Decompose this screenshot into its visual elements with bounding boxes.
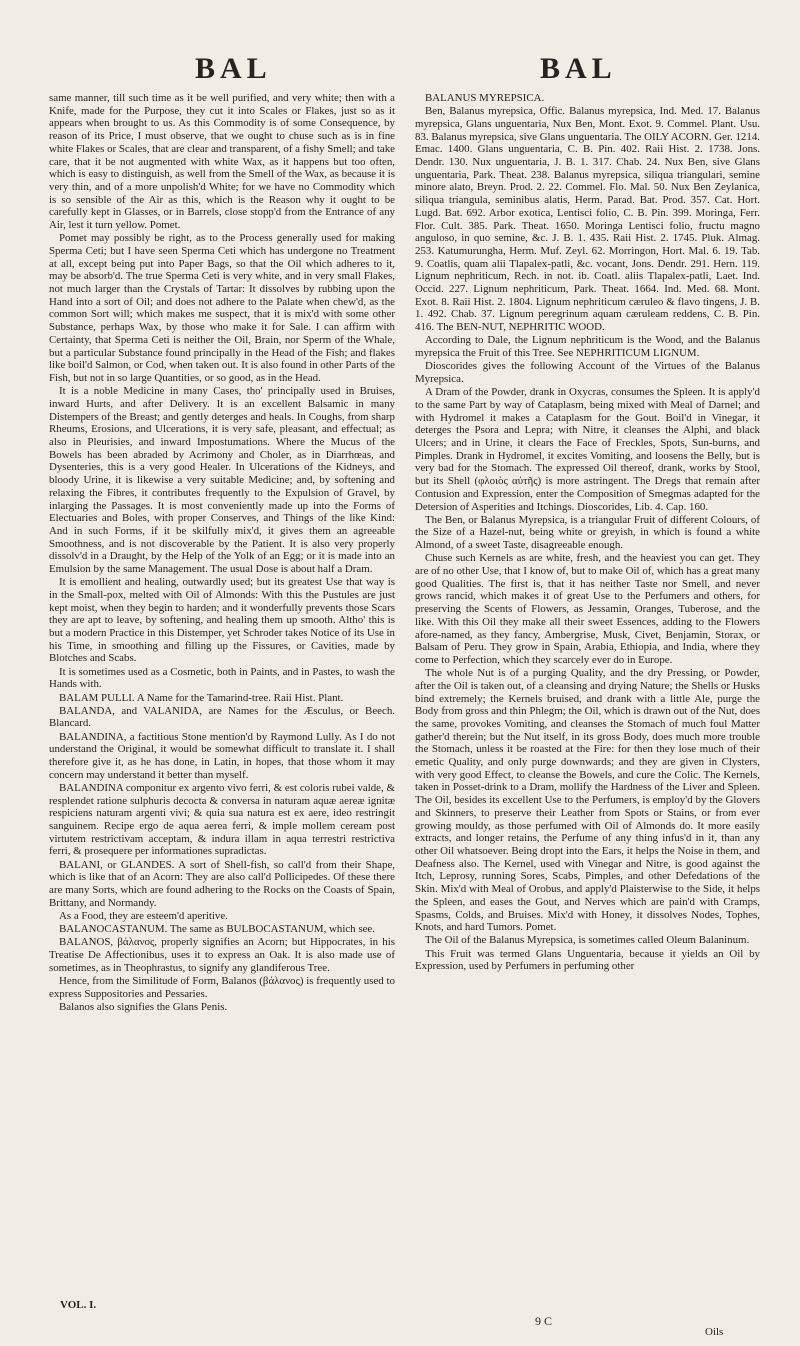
paragraph: It is a noble Medicine in many Cases, tho' principally used in Bruises, inward Hurts, and after Delivery. It is an excellent Balsamic in many Distempers of the Breast; and gently deterges and heals. In Coughs, from sharp Rheums, Erosions, and Ulcerations, it is very safe, pleasant, and effectual; as also in Pleurisies, and inward Impostumations. Where the Mucus of the Bowels has been abraded by Acrimony and Choler, as in Diarrhœas, and Dysenteries, this is a very good Healer. In Ulcerations of the Kidneys, and bloody Urine, it is likewise a very suitable Medicine; and, by softening and relaxing the Fibres, it contributes frequently to the Expulsion of Gravel, by inlarging the Passages. It is most conveniently made up into the Forms of Electuaries and Boles, with proper Conserves, and Things of the like Kind: And in such Forms, if it be skilfully mix'd, it gives them an agreeable Smoothness, and is not discoverable by the Patient. It is also very properly dissolv'd in a Draught, by the Help of the Yolk of an Egg; or it is made into an Emulsion by the same Management. The usual Dose is about half a Dram. xyxy=(49,385,395,576)
volume-label: VOL. I. xyxy=(60,1299,97,1311)
paragraph: same manner, till such time as it be well purified, and very white; then with a Knife, made for the Purpose, they cut it into Scales or Flakes, just so as it appears when brought to us. As this Commodity is of some Consequence, by reason of its Price, I must observe, that we ought to chuse such as is in fine white Flakes or Scales, that are clear and transparent, of a fishy Smell; and take care, that it be not augmented with white Wax, as it happens but too often, which is easy to distinguish, as well from the Smell of the Wax, as because it is very thin, and of a more unpolish'd White; for we have no Commodity which is so sensible of the Air as this, which is the Reason why it ought to be carefully kept in Glasses, or in Barrels, close stopp'd from the Entrance of any Air, lest it turn yellow. Pomet. xyxy=(49,92,395,232)
paragraph: According to Dale, the Lignum nephriticum is the Wood, and the Balanus myrepsica the Fruit of this Tree. See NEPHRITICUM LIGNUM. xyxy=(415,334,760,360)
paragraph: BALAM PULLI. A Name for the Tamarind-tree. Raii Hist. Plant. xyxy=(59,691,344,704)
paragraph: Hence, from the Similitude of Form, Balanos (βάλανος) is frequently used to express Suppositories and Pessaries. xyxy=(49,975,395,1000)
paragraph: It is sometimes used as a Cosmetic, both in Paints, and in Pastes, to wash the Hands with. xyxy=(49,665,395,691)
paragraph: Ben, Balanus myrepsica, Offic. Balanus myrepsica, Ind. Med. 17. Balanus myrepsica, Glans unguentaria, Nux Ben, Mont. Exot. 9. Commel. Plant. Usu. 83. Balanus myrepsica, sive Glans unguentaria. The OILY ACORN. Ger. 1214. Emac. 1400. Glans unguentaria, C. B. Pin. 402. Raii Hist. 2. 1738. Jons. Dendr. 130. Nux unguentaria, J. B. 1. 317. Chab. 24. Nux Ben, sive Glans unguentaria, Park. Theat. 238. Balanus myrepsica, siliqua triangulari, semine minore alato, Breyn. Prod. 2. 22. Commel. Flo. Mal. 50. Nux Ben Zeylanica, siliqua triangula, seminibus alatis, Herm. Parad. Bat. Prod. 357. Cat. Hort. Lugd. Bat. 692. Arbor exotica, Lentisci folio, C. B. Pin. 399. Moringa, Ferr. Flor. Cult. 385. Park. Theat. 1650. Moringa Lentisci folio, fructu magno anguloso, in quo semine, &c. J. B. 1. 435. Raii Hist. 2. 1745. Pluk. Almag. 253. Katumurungha, Herm. Muf. Zeyl. 62. Morringon, Hort. Mal. 6. 19. Tab. 9. Coatlis, quam alii Tlapalex-patli, &c. vocant, Jons. Dendr. 291. Hern. 119. Lignum nephriticum, Rech. in not. ib. Coatl. aliis Tlapalex-patli, Laet. Ind. Occid. 227. Lignum nephriticum, Park. Theat. 1664. Ind. Med. 68. Mont. Exot. 8. Raii Hist. 2. 1804. Lignum nephriticum cæruleo & flavo tingens, J. B. 1. 492. Chab. 37. Lignum peregrinum aquam cæruleam reddens, C. B. Pin. 416. The BEN-NUT, NEPHRITIC WOOD. xyxy=(415,105,760,334)
signature-mark: 9 C xyxy=(535,1314,553,1328)
paragraph: BALANDA, and VALANIDA, are Names for the Æsculus, or Beech. Blancard. xyxy=(49,704,395,730)
paragraph: BALANUS MYREPSICA. xyxy=(425,92,545,104)
running-head-left: BAL xyxy=(195,52,272,85)
paragraph: The Ben, or Balanus Myrepsica, is a triangular Fruit of different Colours, of the Size of a Hazel-nut, being white or greyish, in which is found a white Almond, of a sweet Taste, disagreeable enough. xyxy=(415,513,760,552)
paragraph: This Fruit was termed Glans Unguentaria, because it yields an Oil by Expression, used by Perfumers in perfuming other xyxy=(415,947,760,973)
paragraph: BALANDINA, a factitious Stone mention'd by Raymond Lully. As I do not understand the Original, it would be somewhat difficult to translate it. I shall therefore give it, as he has done, in Latin, in hopes, that those whom it may concern may understand it better than myself. xyxy=(49,730,395,781)
paragraph: Chuse such Kernels as are white, fresh, and the heaviest you can get. They are of no other Use, that I know of, but to make Oil of, which has a great many good Qualities. The first is, that it has neither Taste nor Smell, and never grows rancid, which makes it of great Use to the Perfumers and others, for preserving the Scents of Flowers, as Jessamin, Oranges, Tuberose, and the like. With this Oil they make all their sweet Essences, adding to the Flowers afore-named, as they fancy, Ambergrise, Musk, Civet, Benjamin, Storax, or Balsam of Peru. They grow in Spain, Arabia, Ethiopia, and India, where they come to Perfection, which they scarcely ever do in Europe. xyxy=(415,552,760,666)
paragraph: Balanos also signifies the Glans Penis. xyxy=(59,1000,228,1013)
paragraph: Dioscorides gives the following Account of the Virtues of the Balanus Myrepsica. xyxy=(415,360,760,385)
paragraph: As a Food, they are esteem'd aperitive. xyxy=(59,910,228,922)
paragraph: BALANOCASTANUM. The same as BULBOCASTANUM, which see. xyxy=(59,923,375,936)
paragraph: Pomet may possibly be right, as to the Process generally used for making Sperma Ceti; but I have seen Sperma Ceti which has undergone no Treatment at all, except being put into Paper Bags, so that the Oil which adheres to it, may be absorb'd. The true Sperma Ceti is very white, and in very small Flakes, not much larger than the Crystals of Tartar: It dissolves by rubbing upon the Hand into a sort of Oil; and does not adhere to the Palate when chew'd, as the common Sort will; which makes me suspect, that it is mix'd with some other Substance, perhaps Wax, by those who make it for Sale. I can affirm with Certainty, that Sperma Ceti is neither the Oil, Brain, nor Sperm of the Whale, but a particular Substance found principally in the Head of the Fish; and flakes like boil'd Salmon, or Cod, when taken out. It is also found in other Parts of the Fish, but not in so large Quantities, or so good, as in the Head. xyxy=(49,232,395,384)
right-column xyxy=(415,92,760,1327)
paragraph: A Dram of the Powder, drank in Oxycras, consumes the Spleen. It is apply'd to the same Part by way of Cataplasm, being mixed with Meal of Darnel; and with Hydromel it makes a Cataplasm for the Gout. Boil'd in Vinegar, it deterges the Psora and Lepra; with Nitre, it cleanses the Alphi, and black Ulcers; and in Urine, it clears the Face of Freckles, Spots, Sun-burns, and Pimples. Drank in Hydromel, it excites Vomiting, and loosens the Belly, but is very bad for the Stomach. The expressed Oil thereof, drank, works by Stool, but its Shell (φλοιὸς αὐτῆς) is more astringent. The Dregs that remain after Contusion and Expression, enter the Composition of Smegmas adapted for the Detersion of Asperities and Itchings. Dioscorides, Lib. 4. Cap. 160. xyxy=(415,386,760,513)
left-column xyxy=(49,92,395,1327)
catchword: Oils xyxy=(705,1326,724,1338)
paragraph: The whole Nut is of a purging Quality, and the dry Pressing, or Powder, after the Oil is taken out, of a cleansing and drying Nature; the Shells or Husks bind extremely; the Kernels bruised, and drank with a little Ale, purge the Body from gross and thin Phlegm; the Oil, which is drawn out of the Nut, does the same, provokes Vomiting, and cleanses the Stomach of much foul Matter gather'd therein; but the Nut itself, in its gross Body, does much more trouble the Stomach, unless it be roasted at the Fire: for then they lose much of their emetic Quality, and only purge downwards; and they are given in Clysters, with very good Effect, to cleanse the Bowels, and cure the Colic. The Kernels, taken in Posset-drink to a Dram, mollify the Hardness of the Liver and Spleen. The Oil, besides its excellent Use to the Perfumers, is employ'd by the Glovers and Skinners, to preserve their Leather from Spots or Stains, or from ever growing mouldy, as those perfumed with Oil of Almonds do. It more easily extracts, and longer retains, the Perfume of any thing infus'd in it, than any other Oil whatsoever. Being dropt into the Ears, it helps the Noise in them, and Deafness also. The Kernel, used with Vinegar and Nitre, is good against the Itch, Leprosy, running Sores, Scabs, Pimples, and other Defedations of the Skin. Mix'd with Meal of Orobus, and apply'd Plaisterwise to the Side, it helps the Spleen, and eases the Gout, and Nerves which are pain'd with Cramps, Spasms, Colds, and Bruises. Mix'd with Honey, it dissolves Nodes, Tophes, Knots, and hard Tumors. Pomet. xyxy=(415,667,760,934)
running-head-right: BAL xyxy=(540,52,617,85)
paragraph: BALANI, or GLANDES. A sort of Shell-fish, so call'd from their Shape, which is like that of an Acorn: They are also call'd Pollicipedes. Of these there are many Sorts, which are found adhering to the Rocks on the Coasts of Spain, Brittany, and Normandy. xyxy=(49,858,395,909)
paragraph: It is emollient and healing, outwardly used; but its greatest Use that way is in the Small-pox, melted with Oil of Almonds: With this the Pustules are just kept moist, when they begin to harden; and it wonderfully prevents those Scars they are apt to leave, by softening, and healing them up smooth. Altho' this is but a modern Practice in this Distemper, yet Schroder takes Notice of its Use in his Time, in smoothing and filling up the Fissures, or Cavities, made by Blotches and Scabs. xyxy=(49,576,395,665)
paragraph: BALANOS, βάλανος, properly signifies an Acorn; but Hippocrates, in his Treatise De Affectionibus, uses it to express an Oak. It is also made use of sometimes, as in Theophrastus, to signify any glandiferous Tree. xyxy=(49,936,395,974)
paragraph: The Oil of the Balanus Myrepsica, is sometimes called Oleum Balaninum. xyxy=(425,934,750,947)
paragraph: BALANDINA componitur ex argento vivo ferri, & est coloris rubei valde, & resplendet ratione sulphuris decocta & conversa in naturam aquæ aereæ ignitæ respiciens naturam argenti vivi; & quia sua natura est ex aere, ideo restringit sanguinem. Recipe ergo de aqua aerea ferri, & imple mollem ceream post virtutem restrictivam acceptam, & indura illam in aqua terrestri restrictiva ferri, & prosequere per informationes supradictas. xyxy=(49,781,395,858)
